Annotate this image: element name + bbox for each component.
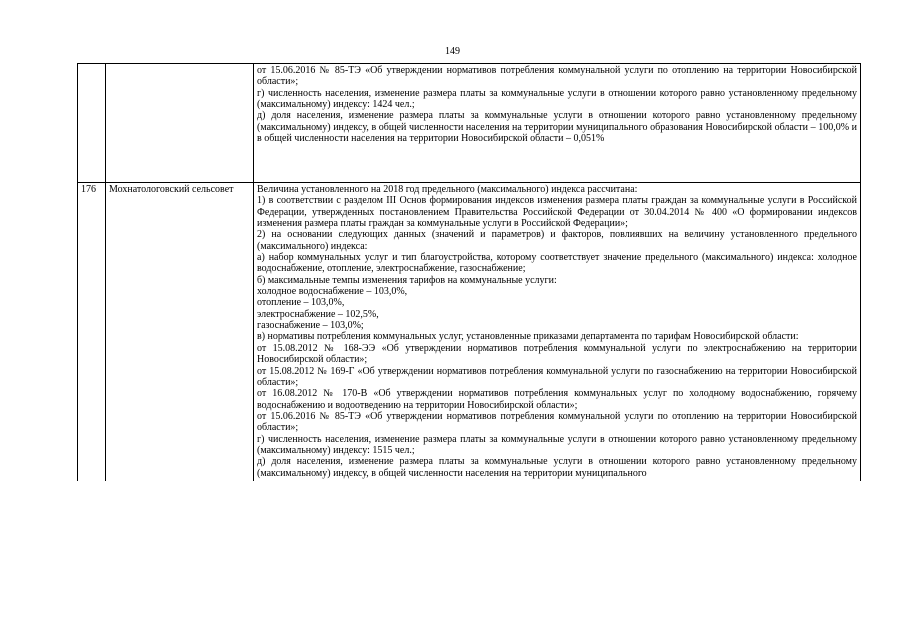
paragraph: г) численность населения, изменение размера платы за коммунальные услуги в отношении которого равно установленному предельному (максимальному) индексу: 1424 чел.; (257, 87, 857, 111)
paragraph: д) доля населения, изменение размера платы за коммунальные услуги в отношении которого равно установленному предельному (максимальному) индексу, в общей численности населения на территории муниципального (257, 456, 857, 479)
paragraph: газоснабжение – 103,0%; (257, 320, 364, 332)
paragraph: д) доля населения, изменение размера платы за коммунальные услуги в отношении которого равно установленному предельному (максимальному) индексу, в общей численности населения на территории муниципального образования Новосибирской области – 100,0% и в общей численности населения на территории Новосибирской области – 0,051% (257, 110, 857, 145)
paragraph: от 16.08.2012 № 170-В «Об утверждении нормативов потребления коммунальных услуг по холодному водоснабжению, горячему водоснабжению и водоотведению на территории Новосибирской области»; (257, 388, 857, 411)
paragraph: электроснабжение – 102,5%, (257, 308, 379, 320)
paragraph: 2) на основании следующих данных (значений и параметров) и факторов, повлиявших на величину установленного предельного (максимального) индекса: (257, 229, 857, 252)
paragraph: а) набор коммунальных услуг и тип благоустройства, которому соответствует значение предельного (максимального) индекса: холодное водоснабжение, отопление, электроснабжение, газоснабжение; (257, 252, 857, 275)
page-number: 149 (445, 46, 460, 57)
table-row-continuation (78, 64, 861, 183)
table-row-176 (78, 183, 861, 481)
paragraph: в) нормативы потребления коммунальных услуг, установленные приказами департамента по тарифам Новосибирской области: (257, 331, 799, 343)
row-number-cell (78, 64, 106, 183)
paragraph: от 15.08.2012 № 168-ЭЭ «Об утверждении нормативов потребления коммунальной услуги по электроснабжению на территории Новосибирской области»; (257, 342, 857, 366)
paragraph: от 15.06.2016 № 85-ТЭ «Об утверждении нормативов потребления коммунальной услуги по отоплению на территории Новосибирской области»; (257, 410, 857, 434)
paragraph: г) численность населения, изменение размера платы за коммунальные услуги в отношении которого равно установленному предельному (максимальному) индексу: 1515 чел.; (257, 433, 857, 456)
paragraph: от 15.08.2012 № 169-Г «Об утверждении нормативов потребления коммунальной услуги по газоснабжению на территории Новосибирской области»; (257, 365, 857, 388)
paragraph: 1) в соответствии с разделом III Основ формирования индексов изменения размера платы граждан за коммунальные услуги в Российской Федерации, утвержденных постановлением Правительства Российской Федерации от 30.04.2014 № 400 «О формировании индексов изменения размера платы граждан за коммунальные услуги в Российской Федерации»; (257, 195, 857, 230)
paragraph: отопление – 103,0%, (257, 297, 345, 309)
index-table (77, 63, 861, 481)
paragraph: Величина установленного на 2018 год предельного (максимального) индекса рассчитана: (257, 184, 638, 195)
description-cell (254, 183, 861, 481)
paragraph: б) максимальные темпы изменения тарифов на коммунальные услуги: (257, 274, 557, 286)
page-bottom-margin (0, 574, 905, 640)
paragraph: от 15.06.2016 № 85-ТЭ «Об утверждении нормативов потребления коммунальной услуги по отоплению на территории Новосибирской области»; (257, 65, 857, 88)
paragraph: холодное водоснабжение – 103,0%, (257, 286, 408, 298)
description-cell (254, 64, 861, 183)
municipality-name-cell: Мохнатологовский сельсовет (106, 183, 254, 481)
row-number-cell: 176 (78, 183, 106, 481)
municipality-name-cell (106, 64, 254, 183)
